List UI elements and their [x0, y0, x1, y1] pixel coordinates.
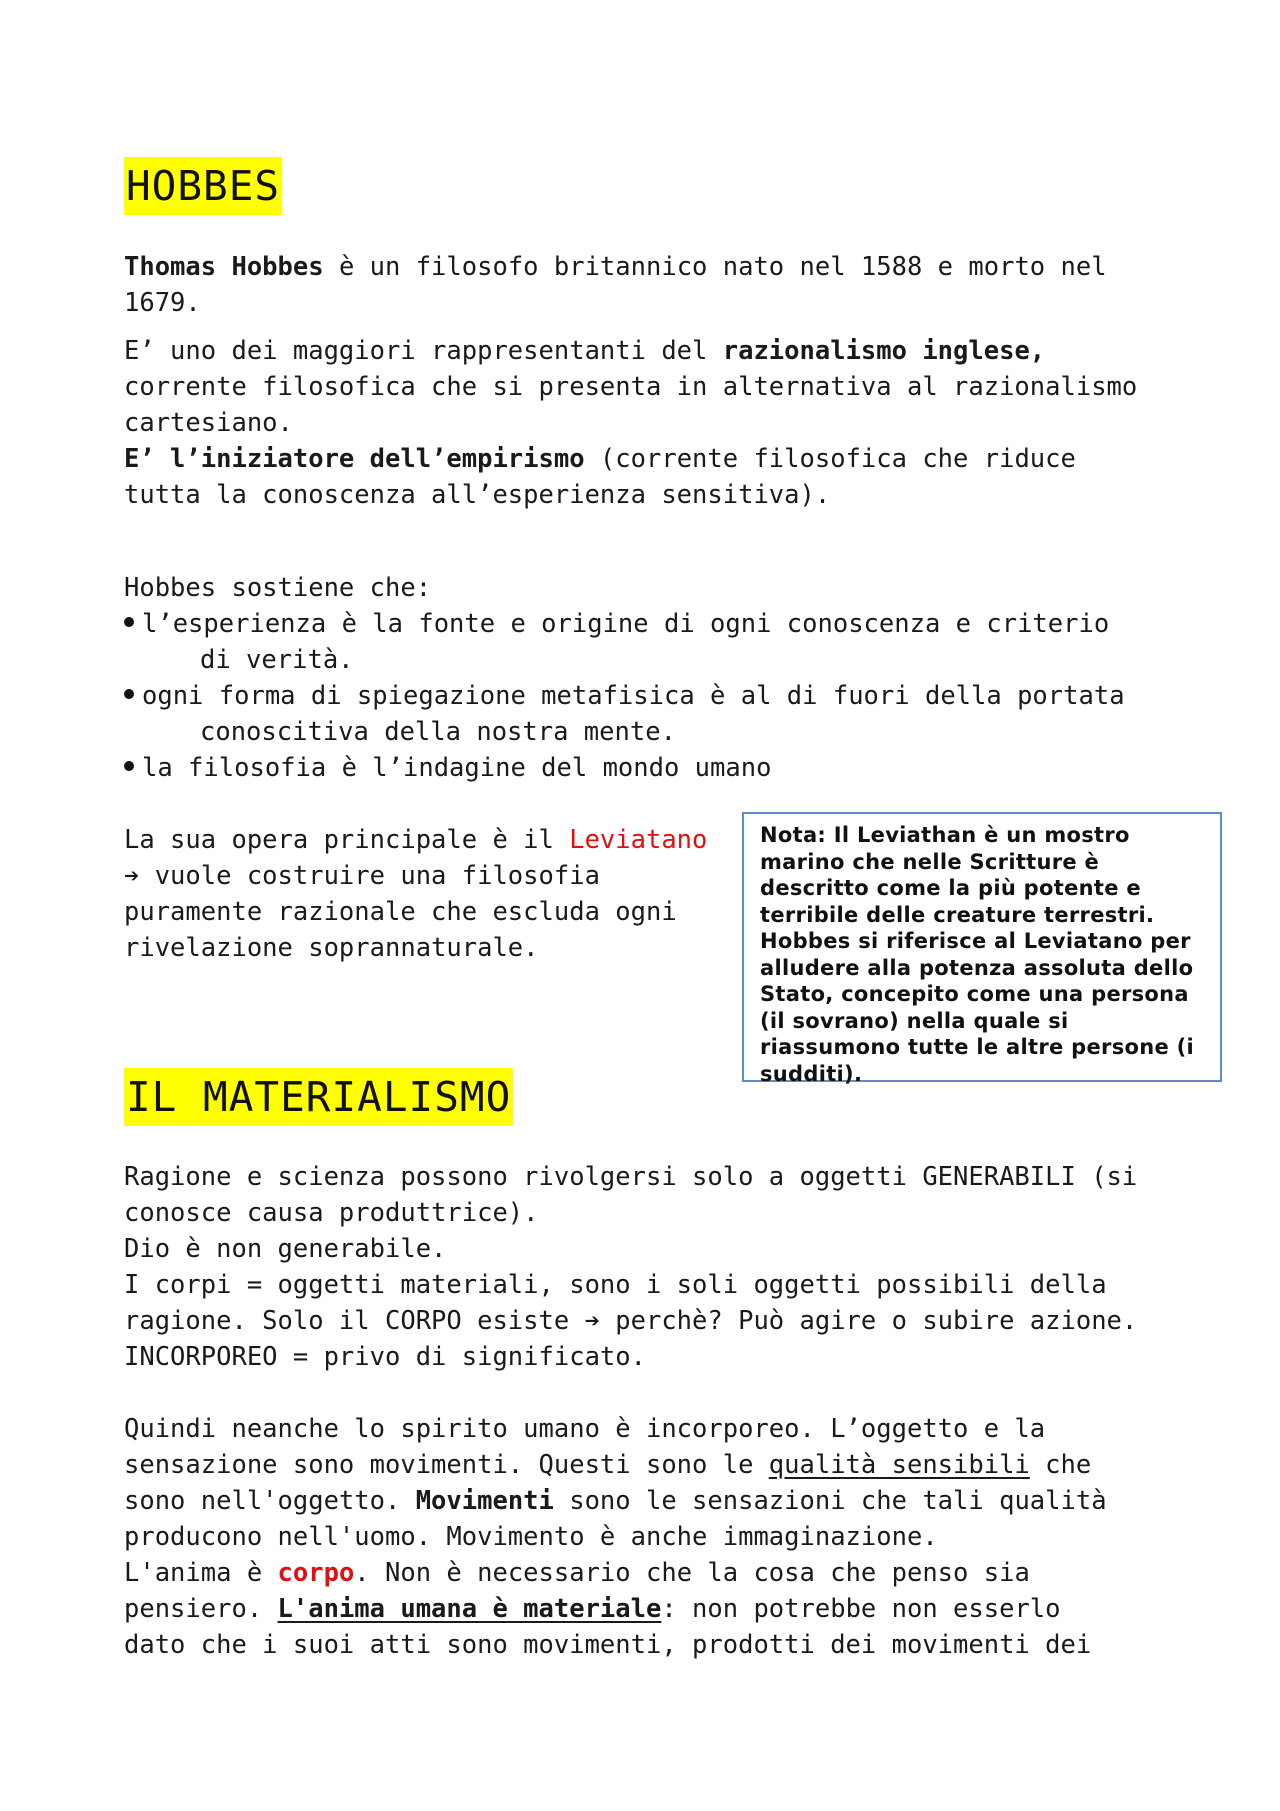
work-line-4: rivelazione soprannaturale. — [124, 933, 539, 963]
mat-line-5: ragione. Solo il CORPO esiste ➔ perchè? Può agire o subire azione. — [124, 1306, 1138, 1336]
note-label-rest: : Il — [817, 823, 857, 847]
m6-tail: : non potrebbe non esserlo — [661, 1594, 1061, 1624]
mat-line-6: INCORPOREO = privo di significato. — [124, 1342, 646, 1372]
m5-text: L'anima è — [124, 1558, 278, 1588]
rep-text: E’ uno dei maggiori rappresentanti del — [124, 336, 723, 366]
m3-text: sono nell'oggetto. — [124, 1486, 416, 1516]
m6-text: pensiero. — [124, 1594, 278, 1624]
m2-text: sensazione sono movimenti. Questi sono le — [124, 1450, 769, 1480]
mat-para2-line-1: Quindi neanche lo spirito umano è incorporeo. L’oggetto e la — [124, 1414, 1046, 1444]
work-line-3: puramente razionale che escluda ogni — [124, 897, 677, 927]
m2-tail: che — [1029, 1450, 1092, 1480]
bullet-item-1-cont: di verità. — [200, 645, 354, 675]
work-line-1 — [124, 822, 707, 858]
note-label: Nota — [760, 823, 818, 847]
emp-line-1 — [124, 441, 1076, 477]
intro-line-2: 1679. — [124, 288, 201, 318]
mat-line-1: Ragione e scienza possono rivolgersi solo a oggetti GENERABILI (si — [124, 1162, 1138, 1192]
leviatano-red: Leviatano — [569, 825, 708, 855]
bullet-dot-icon — [124, 761, 134, 771]
mat-para2-line-4: producono nell'uomo. Movimento è anche immaginazione. — [124, 1522, 938, 1552]
rep-line-3: cartesiano. — [124, 408, 293, 438]
corpo-red: corpo — [277, 1558, 355, 1588]
bullet-dot-icon — [124, 617, 134, 627]
mat-line-3: Dio è non generabile. — [124, 1234, 447, 1264]
bullet-text: ogni forma di spiegazione metafisica è al di fuori della portata — [142, 681, 1125, 711]
mat-para2-line-2 — [124, 1447, 1091, 1483]
intro-line-1 — [124, 249, 1107, 285]
bullet-text: la filosofia è l’indagine del mondo umano — [142, 753, 772, 783]
mat-para2-line-5 — [124, 1555, 1030, 1591]
bullet-text: l’esperienza è la fonte e origine di ogni conoscenza e criterio — [142, 609, 1110, 639]
empiricism-bold: E’ l’iniziatore dell’empirismo — [124, 444, 585, 474]
mat-para2-line-3 — [124, 1483, 1107, 1519]
section-title-hobbes: HOBBES — [124, 157, 282, 215]
mat-para2-line-6 — [124, 1591, 1061, 1627]
bullet-item-2 — [124, 678, 1125, 714]
claims-intro: Hobbes sostiene che: — [124, 573, 432, 603]
rep-line-2: corrente filosofica che si presenta in alternativa al razionalismo — [124, 372, 1138, 402]
name-bold: Thomas Hobbes — [124, 252, 324, 282]
mat-line-4: I corpi = oggetti materiali, sono i soli oggetti possibili della — [124, 1270, 1107, 1300]
bullet-item-3 — [124, 750, 771, 786]
bullet-dot-icon — [124, 689, 134, 699]
qualita-sensibili-underlined: qualità sensibili — [768, 1450, 1030, 1480]
m3-tail: sono le sensazioni che tali qualità — [553, 1486, 1107, 1516]
bullet-item-2-cont: conoscitiva della nostra mente. — [200, 717, 676, 747]
intro-text: è un filosofo britannico nato nel 1588 e morto nel — [323, 252, 1107, 282]
emp-line-2: tutta la conoscenza all’esperienza sensitiva). — [124, 480, 831, 510]
note-leviathan: Leviathan — [856, 823, 977, 847]
movimenti-bold: Movimenti — [415, 1486, 554, 1516]
rationalism-bold: razionalismo inglese, — [722, 336, 1046, 366]
work-line-2: ➔ vuole costruire una filosofia — [124, 861, 600, 891]
rep-line-1 — [124, 333, 1045, 369]
section-title-materialismo: IL MATERIALISMO — [124, 1068, 513, 1126]
note-box — [742, 812, 1222, 1086]
bullet-item-1 — [124, 606, 1109, 642]
mat-line-2: conosce causa produttrice). — [124, 1198, 539, 1228]
note-text: è un mostro marino che nelle Scritture è descritto come la più potente e terribile delle creature terrestri. Hobbes si riferisce al Leviatano per alludere alla potenza assoluta dello Stato, concepito come una persona (il sovrano) nella quale si riassumono tutte le altre persone (i sudditi). — [760, 823, 1195, 1086]
anima-materiale-underlined: L'anima umana è materiale — [277, 1594, 662, 1624]
m5-tail: . Non è necessario che la cosa che penso sia — [354, 1558, 1030, 1588]
emp-text: (corrente filosofica che riduce — [584, 444, 1076, 474]
mat-para2-line-7: dato che i suoi atti sono movimenti, prodotti dei movimenti dei — [124, 1630, 1092, 1660]
work-text: La sua opera principale è il — [124, 825, 570, 855]
